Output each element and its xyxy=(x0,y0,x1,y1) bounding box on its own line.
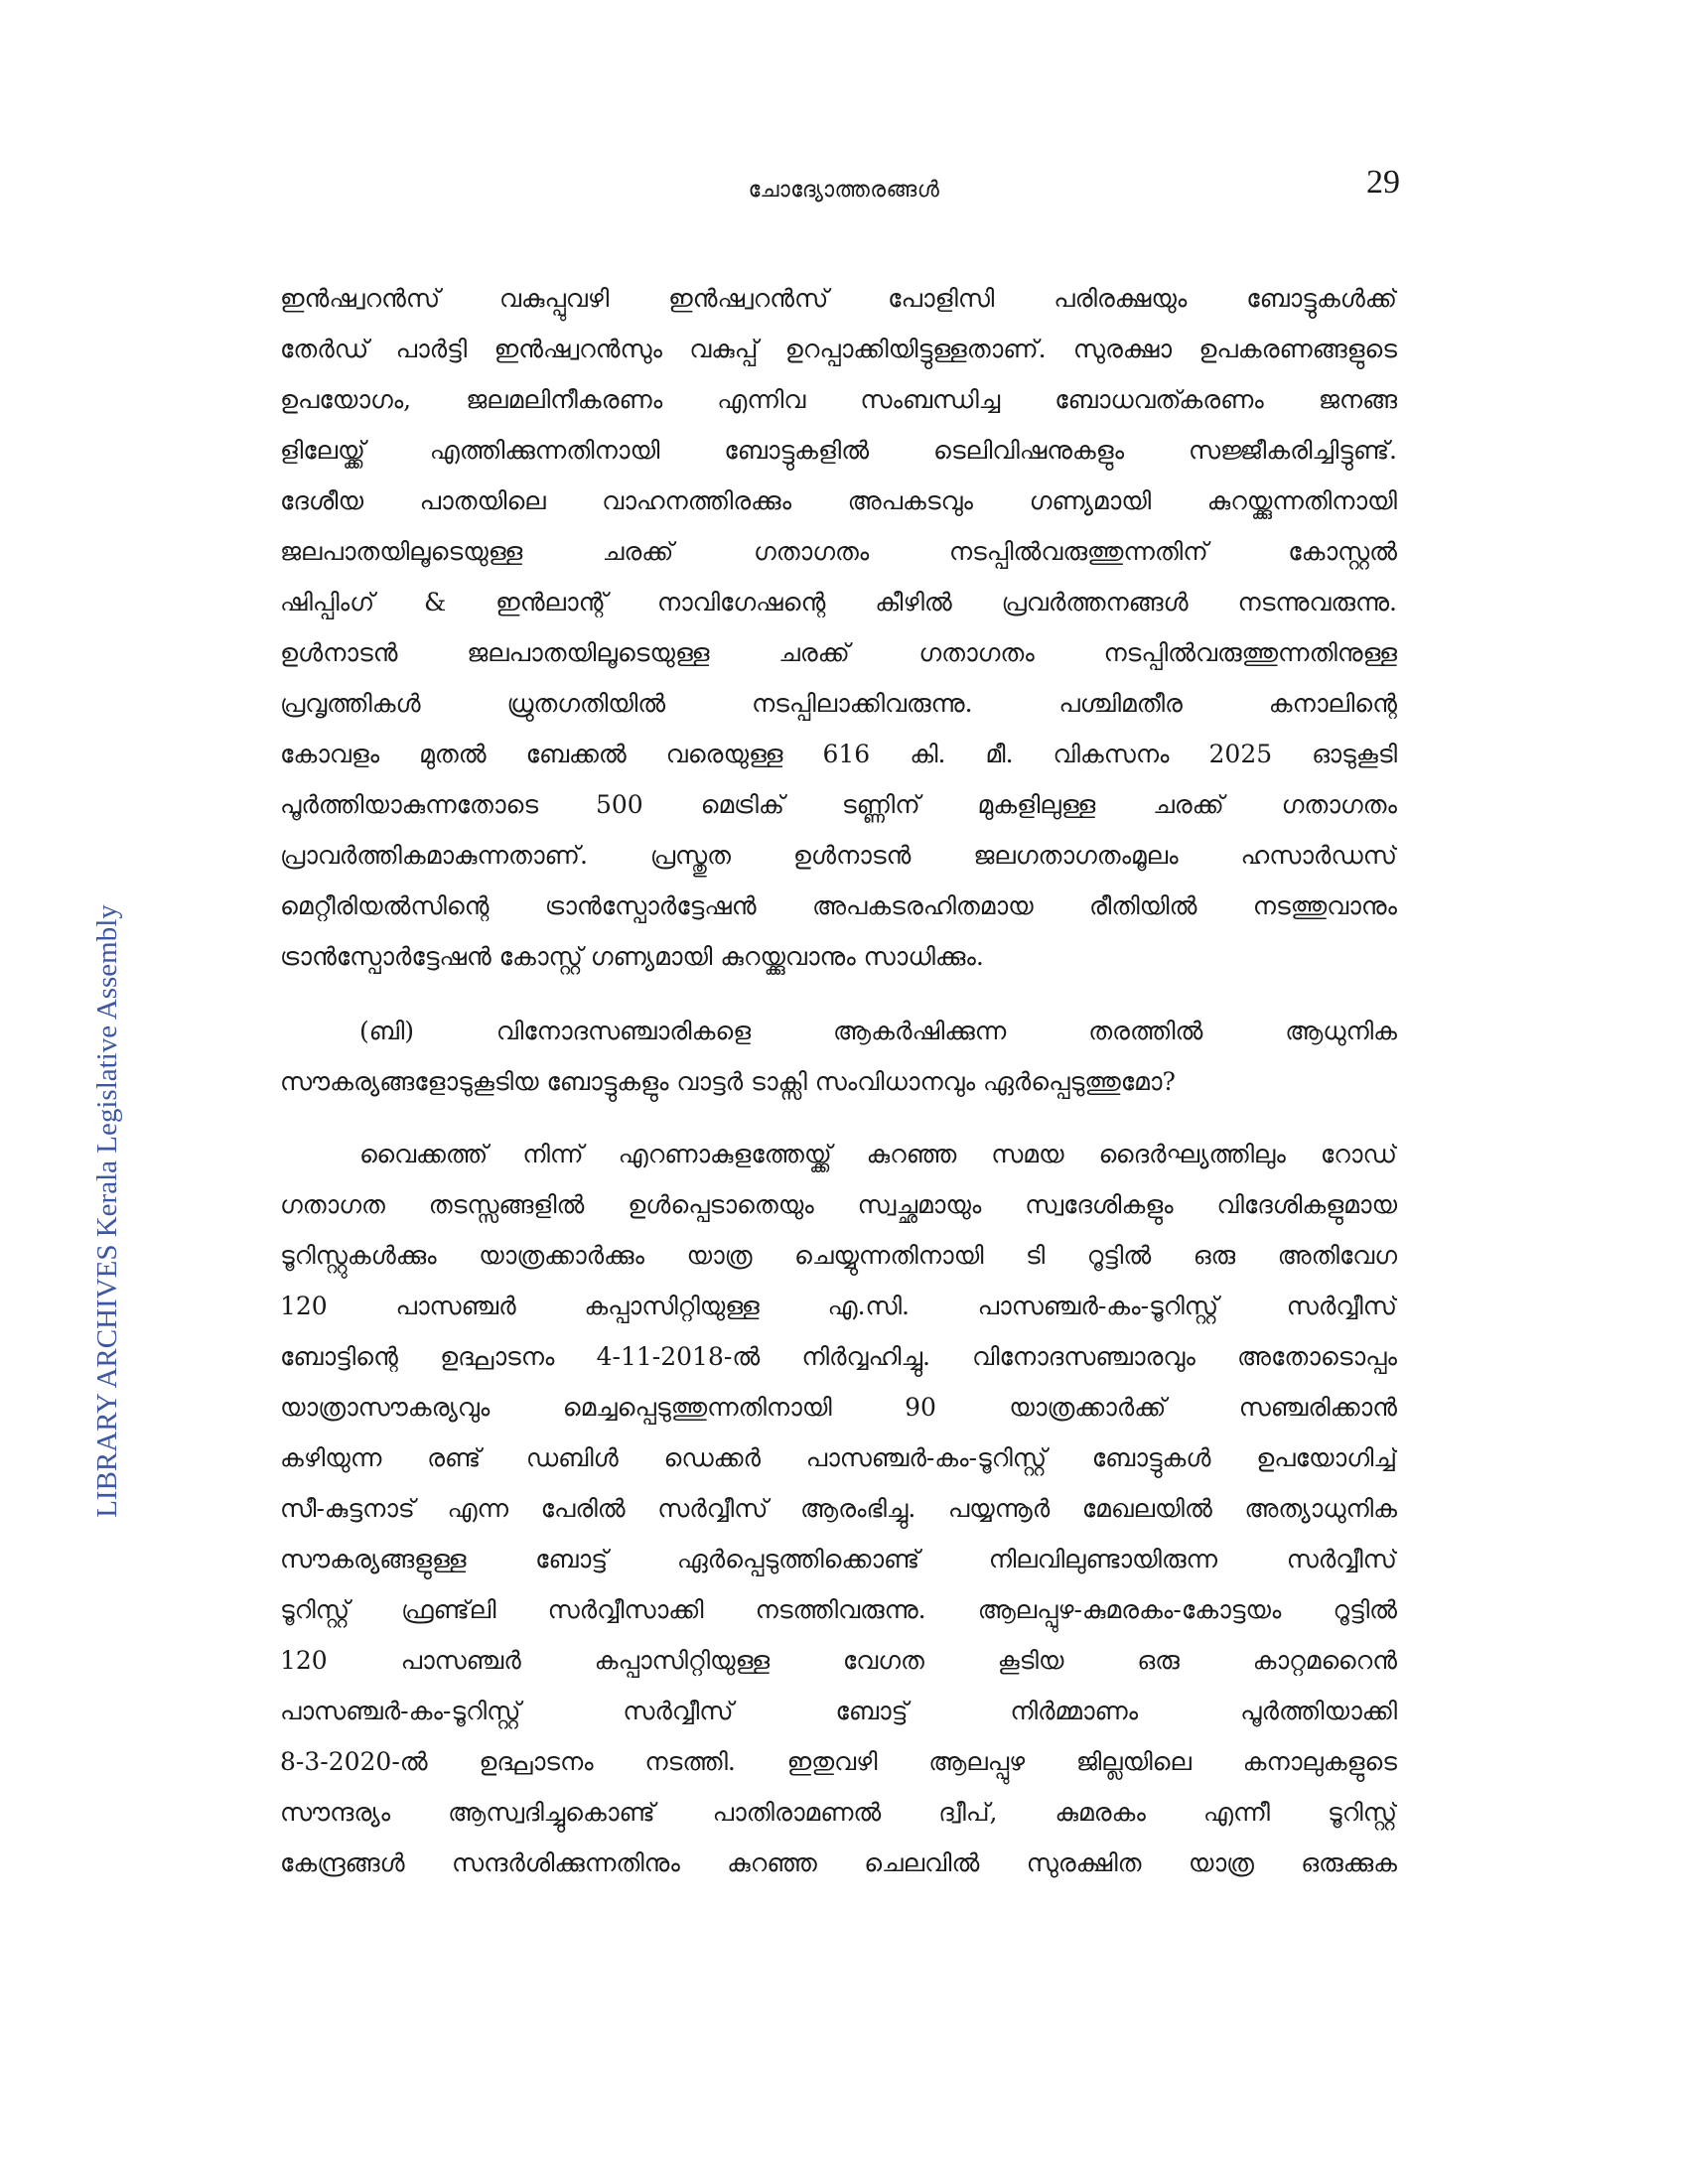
text-line: പൂർത്തിയാകുന്നതോടെ 500 മെട്രിക് ടണ്ണിന് മുകളിലുള്ള ചരക്ക് ഗതാഗതം xyxy=(280,790,1397,819)
text-line: ട്രാൻസ്പോർട്ടേഷൻ കോസ്റ്റ് ഗണ്യമായി കുറയ്ക്കുവാനും സാധിക്കും. xyxy=(280,942,984,971)
page-header xyxy=(0,164,1688,223)
text-line: ഇൻഷ്വറൻസ് വകുപ്പുവഴി ഇൻഷ്വറൻസ് പോളിസി പരിരക്ഷയും ബോട്ടുകൾക്ക് xyxy=(280,284,1397,313)
text-line: ദേശീയ പാതയിലെ വാഹനത്തിരക്കും അപകടവും ഗണ്യമായി കുറയ്ക്കുന്നതിനായി xyxy=(280,486,1397,515)
text-line: 120 പാസഞ്ചർ കപ്പാസിറ്റിയുള്ള വേഗത കൂടിയ ഒരു കാറ്റമറൈൻ xyxy=(280,1646,1397,1675)
running-title: ചോദ്യോത്തരങ്ങൾ xyxy=(748,178,940,203)
text-line: പ്രാവർത്തികമാകുന്നതാണ്. പ്രസ്തുത ഉൾനാടൻ ജലഗതാഗതംമൂലം ഹസാർഡസ് xyxy=(280,841,1397,870)
text-line: വൈക്കത്ത് നിന്ന് എറണാകുളത്തേയ്ക്ക് കുറഞ്ഞ സമയ ദൈർഘ്യത്തിലും റോഡ് xyxy=(359,1140,1397,1168)
text-line: ഷിപ്പിംഗ് & ഇൻലാന്റ് നാവിഗേഷന്റെ കീഴിൽ പ്രവർത്തനങ്ങൾ നടന്നുവരുന്നു. xyxy=(280,588,1397,616)
text-line: ഗതാഗത തടസ്സങ്ങളിൽ ഉൾപ്പെടാതെയും സ്വച്ഛമായും സ്വദേശികളും വിദേശികളുമായ xyxy=(280,1190,1397,1219)
answer-paragraph-insurance-cargo xyxy=(280,273,1397,982)
text-line: ബോട്ടിന്റെ ഉദ്ഘാടനം 4-11-2018-ൽ നിർവ്വഹിച്ചു. വിനോദസഞ്ചാരവും അതോടൊപ്പം xyxy=(280,1342,1397,1371)
question-b xyxy=(280,1006,1397,1107)
text-line: 120 പാസഞ്ചർ കപ്പാസിറ്റിയുള്ള എ.സി. പാസഞ്ചർ-കം-ടൂറിസ്റ്റ് സർവ്വീസ് xyxy=(280,1292,1397,1320)
text-line: ജലപാതയിലൂടെയുള്ള ചരക്ക് ഗതാഗതം നടപ്പിൽവരുത്തുന്നതിന് കോസ്റ്റൽ xyxy=(280,537,1397,566)
text-line: പ്രവൃത്തികൾ ധ്രുതഗതിയിൽ നടപ്പിലാക്കിവരുന്നു. പശ്ചിമതീര കനാലിന്റെ xyxy=(280,689,1397,718)
paragraph-gap xyxy=(280,982,1397,1006)
text-line: ടൂറിസ്റ്റ് ഫ്രണ്ട്‌ലി സർവ്വീസാക്കി നടത്തിവരുന്നു. ആലപ്പുഴ-കുമരകം-കോട്ടയം റൂട്ടിൽ xyxy=(280,1595,1397,1624)
text-line: ഉപയോഗം, ജലമലിനീകരണം എന്നിവ സംബന്ധിച്ച ബോധവത്കരണം ജനങ്ങ xyxy=(280,385,1397,414)
text-line: ളിലേയ്ക്ക് എത്തിക്കുന്നതിനായി ബോട്ടുകളിൽ ടെലിവിഷനുകളും സജ്ജീകരിച്ചിട്ടുണ്ട്. xyxy=(280,436,1397,465)
text-line: കോവളം മുതൽ ബേക്കൽ വരെയുള്ള 616 കി. മീ. വികസനം 2025 ഓടുകൂടി xyxy=(280,740,1397,768)
text-line: സീ-കുട്ടനാട് എന്ന പേരിൽ സർവ്വീസ് ആരംഭിച്ചു. പയ്യന്നൂർ മേഖലയിൽ അത്യാധുനിക xyxy=(280,1494,1397,1523)
page-number: 29 xyxy=(1366,164,1400,201)
paragraph-gap xyxy=(280,1107,1397,1129)
text-line: സൗന്ദര്യം ആസ്വദിച്ചുകൊണ്ട് പാതിരാമണൽ ദ്വീപ്, കുമരകം എന്നീ ടൂറിസ്റ്റ് xyxy=(280,1798,1397,1827)
text-line: തേർഡ് പാർട്ടി ഇൻഷ്വറൻസും വകുപ്പ് ഉറപ്പാക്കിയിട്ടുള്ളതാണ്. സുരക്ഷാ ഉപകരണങ്ങളുടെ xyxy=(280,335,1397,363)
text-line: 8-3-2020-ൽ ഉദ്ഘാടനം നടത്തി. ഇതുവഴി ആലപ്പുഴ ജില്ലയിലെ കനാലുകളുടെ xyxy=(280,1747,1397,1776)
library-archives-watermark: LIBRARY ARCHIVES Kerala Legislative Assembly xyxy=(91,904,123,1518)
answer-b xyxy=(280,1129,1397,1888)
page-body xyxy=(280,273,1397,1888)
text-line: കഴിയുന്ന രണ്ട് ഡബിൾ ഡെക്കർ പാസഞ്ചർ-കം-ടൂറിസ്റ്റ് ബോട്ടുകൾ ഉപയോഗിച്ച് xyxy=(280,1443,1397,1472)
text-line: (ബി) വിനോദസഞ്ചാരികളെ ആകർഷിക്കുന്ന തരത്തിൽ ആധുനിക xyxy=(359,1017,1397,1045)
text-line: സൗകര്യങ്ങളുള്ള ബോട്ട് ഏർപ്പെടുത്തിക്കൊണ്ട് നിലവിലുണ്ടായിരുന്ന സർവ്വീസ് xyxy=(280,1545,1397,1573)
text-line: സൗകര്യങ്ങളോടുകൂടിയ ബോട്ടുകളും വാട്ടർ ടാക്സി സംവിധാനവും ഏർപ്പെടുത്തുമോ? xyxy=(280,1067,1176,1096)
text-line: കേന്ദ്രങ്ങൾ സന്ദർശിക്കുന്നതിനും കുറഞ്ഞ ചെലവിൽ സുരക്ഷിത യാത്ര ഒരുക്കുക xyxy=(280,1848,1397,1877)
text-line: ഉൾനാടൻ ജലപാതയിലൂടെയുള്ള ചരക്ക് ഗതാഗതം നടപ്പിൽവരുത്തുന്നതിനുള്ള xyxy=(280,638,1397,667)
text-line: മെറ്റീരിയൽസിന്റെ ട്രാൻസ്പോർട്ടേഷൻ അപകടരഹിതമായ രീതിയിൽ നടത്തുവാനും xyxy=(280,891,1397,920)
text-line: ടൂറിസ്റ്റുകൾക്കും യാത്രക്കാർക്കും യാത്ര ചെയ്യുന്നതിനായി ടി റൂട്ടിൽ ഒരു അതിവേഗ xyxy=(280,1241,1397,1270)
text-line: യാത്രാസൗകര്യവും മെച്ചപ്പെടുത്തുന്നതിനായി 90 യാത്രക്കാർക്ക് സഞ്ചരിക്കാൻ xyxy=(280,1393,1397,1422)
text-line: പാസഞ്ചർ-കം-ടൂറിസ്റ്റ് സർവ്വീസ് ബോട്ട് നിർമ്മാണം പൂർത്തിയാക്കി xyxy=(280,1697,1397,1725)
